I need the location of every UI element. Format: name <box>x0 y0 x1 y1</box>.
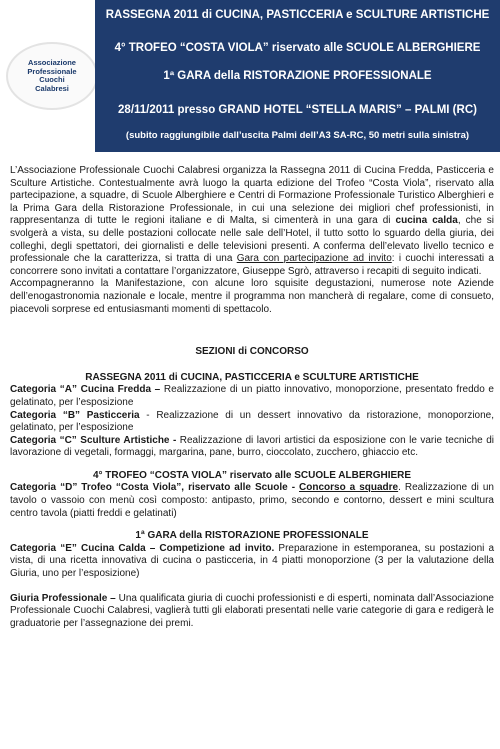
category-a-label: Categoria “A” Cucina Fredda – <box>10 384 161 396</box>
category-d <box>10 482 494 520</box>
category-a-text: Realizzazione di un piatto innovativo, monoporzione, presentato freddo e gelatinato, per l’esposizione <box>10 384 494 408</box>
intro-paragraph-2: Accompagneranno la Manifestazione, con alcune loro squisite degustazioni, numerose note Aziende dell’enogastronomia nazionale e locale, mentre il programma non mancherà di regalare, come di consueto, piacevoli sorprese ed entusiasmanti momenti di spettacolo. <box>10 278 494 315</box>
intro-bold: cucina calda <box>395 215 458 227</box>
logo-line: Professionale <box>27 66 77 76</box>
banner-gara: 1ª GARA della RISTORAZIONE PROFESSIONALE <box>163 70 432 82</box>
rassegna-title: RASSEGNA 2011 di CUCINA, PASTICCERIA e SCULTURE ARTISTICHE <box>85 371 419 383</box>
category-c-label: Categoria “C” Sculture Artistiche - <box>10 434 177 446</box>
category-e-text: Preparazione in estemporanea, su postazioni a vista, di una ricetta innovativa di cucina o pasticceria, in 4 piatti monoporzione (3 per la valutazione della Giuria, uno per l’esposizione) <box>10 542 495 580</box>
logo-line: Calabresi <box>35 83 69 93</box>
association-logo <box>6 42 98 110</box>
category-d-text: . Realizzazione di un tavolo o vassoio con menù così composto: antipasto, primo, secondo e contorno, dessert e mini scultura centro tavola (piatti freddi e gelatinati) <box>10 482 494 519</box>
banner-trofeo: 4° TROFEO “COSTA VIOLA” riservato alle SCUOLE ALBERGHIERE <box>114 42 481 54</box>
category-d-underline: Concorso a squadre <box>299 482 399 494</box>
intro-text: L’Associazione Professionale Cuochi Calabresi organizza la Rassegna 2011 di Cucina Fredda, Pasticceria e Sculture Artistiche. Contestualmente avrà luogo la quarta edizione del Trofeo “Costa Viola”, riservato alla partecipazione, a squadre, di Scuole Alberghiere e Centri di Formazione Professionale Turistico Alberghieri e la Prima Gara della Ristorazione Professionale, in cui una selezione dei migliori chef professionisti, in rappresentanza di tutte le regioni italiane e di Malta, si cimenterà in una gara di <box>10 165 494 227</box>
gara-title: 1ª GARA della RISTORAZIONE PROFESSIONALE <box>135 530 369 542</box>
intro-text: , che si svolgerà a vista, su delle postazioni collocate nelle sale dell’Hotel, il tutto sotto lo sguardo della giuria, dei colleghi, degli spettatori, dei giornalisti e delle televisioni presenti. A conferma dell’elevato livello tecnico e professionale che la caratterizza, si tratta di una <box>10 215 494 265</box>
category-b-label: Categoria “B” Pasticceria <box>10 409 140 421</box>
spacer <box>10 581 494 593</box>
category-c-text: Realizzazione di lavori artistici da esposizione con le varie tecniche di lavorazione di vegetali, formaggi, margarina, pane, burro, cioccolato, zucchero, ghiaccio etc. <box>10 434 494 459</box>
giuria-label: Giuria Professionale – <box>10 592 116 604</box>
sections-title: SEZIONI di CONCORSO <box>195 346 309 358</box>
trofeo-title: 4° TROFEO “COSTA VIOLA” riservato alle SCUOLE ALBERGHIERE <box>92 469 412 481</box>
banner-directions: (subito raggiungibile dall’uscita Palmi dell’A3 SA-RC, 50 metri sulla sinistra) <box>125 130 470 141</box>
header <box>0 0 500 152</box>
category-e <box>10 543 494 581</box>
category-a <box>10 384 494 409</box>
banner-date-venue: 28/11/2011 presso GRAND HOTEL “STELLA MARIS” – PALMI (RC) <box>118 104 477 116</box>
category-e-label: Categoria “E” Cucina Calda – Competizione ad invito. <box>10 542 275 554</box>
banner-title: RASSEGNA 2011 di CUCINA, PASTICCERIA e SCULTURE ARTISTICHE <box>105 9 490 21</box>
intro <box>10 165 494 316</box>
giuria-text: Una qualificata giuria di cuochi professionisti e di esperti, nominata dall’Associazione Professionale Cuochi Calabresi, vaglierà tutti gli elaborati presentati nelle varie categorie di gara e redigerà le graduatorie per l’assegnazione dei premi. <box>10 592 494 629</box>
logo-line: Cuochi <box>39 75 65 84</box>
logo-line: Associazione <box>28 58 76 67</box>
title-banner <box>95 0 500 152</box>
intro-paragraph <box>10 165 494 278</box>
category-b-text: - Realizzazione di un dessert innovativo da ristorazione, monoporzione, gelatinato, per l’esposizione <box>10 409 495 434</box>
intro-underline: Gara con partecipazione ad invito <box>236 253 392 265</box>
category-c <box>10 435 494 460</box>
document-body <box>10 165 494 630</box>
intro-text: : i cuochi interessati a concorrere sono invitati a contattare l’organizzatore, Giuseppe Sgrò, attraverso i recapiti di seguito indicati. <box>10 253 494 277</box>
category-b <box>10 410 494 435</box>
category-d-label: Categoria “D” Trofeo “Costa Viola”, riservato alle Scuole - <box>10 482 300 494</box>
giuria <box>10 593 494 631</box>
